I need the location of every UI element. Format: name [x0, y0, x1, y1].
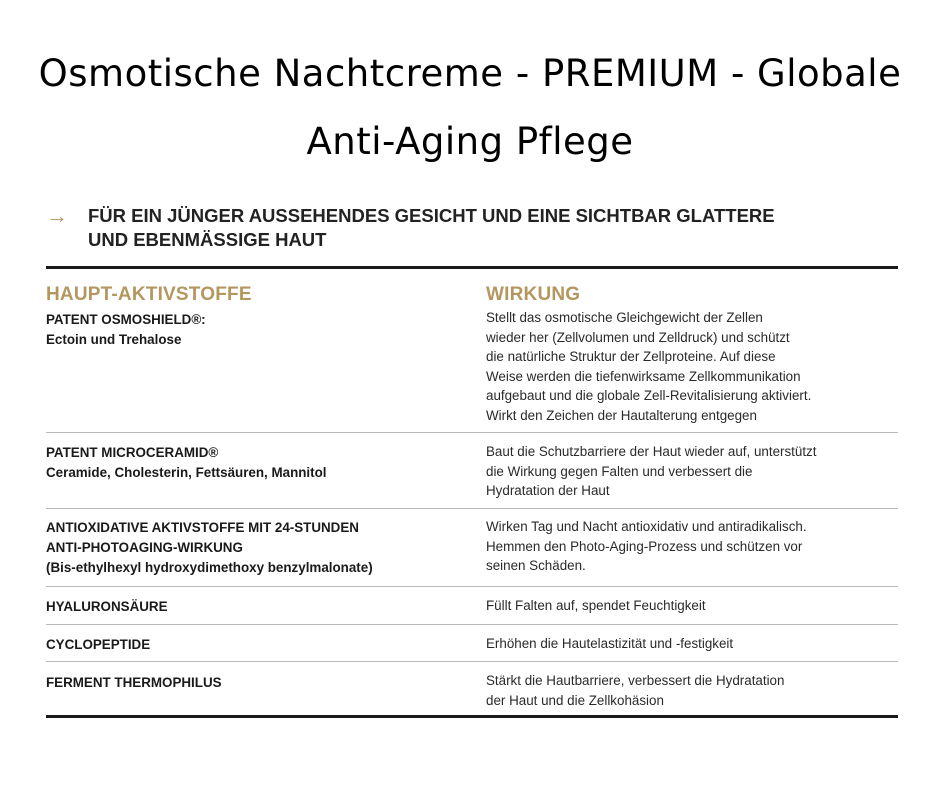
column-header-effect: WIRKUNG	[486, 284, 581, 305]
table-top-rule	[46, 266, 898, 269]
effect-line: wieder her (Zellvolumen und Zelldruck) und schützt	[486, 329, 790, 345]
effect-line: seinen Schäden.	[486, 558, 586, 573]
row-divider	[46, 432, 898, 433]
effect-line: Wirken Tag und Nacht antioxidativ und antiradikalisch.	[486, 519, 807, 534]
ingredient-line: ANTI-PHOTOAGING-WIRKUNG	[46, 540, 243, 555]
tagline-line-1: FÜR EIN JÜNGER AUSSEHENDES GESICHT UND EINE SICHTBAR GLATTERE	[88, 205, 775, 226]
table-row-effect	[486, 634, 896, 654]
row-divider	[46, 508, 898, 509]
row-divider	[46, 661, 898, 662]
ingredient-line: PATENT MICROCERAMID®	[46, 445, 219, 460]
table-row-ingredient	[46, 635, 466, 655]
effect-line: Stellt das osmotische Gleichgewicht der Zellen	[486, 310, 763, 325]
ingredient-line: PATENT OSMOSHIELD®:	[46, 312, 206, 327]
ingredient-line: Ectoin und Trehalose	[46, 332, 182, 347]
arrow-right-icon: →	[46, 203, 68, 228]
ingredient-line: CYCLOPEPTIDE	[46, 637, 151, 652]
table-row-effect	[486, 308, 896, 425]
effect-line: aufgebaut und die globale Zell-Revitalisierung aktiviert.	[486, 388, 812, 403]
ingredient-line: HYALURONSÄURE	[46, 599, 168, 614]
table-row-effect	[486, 596, 896, 616]
table-row-ingredient	[46, 518, 466, 578]
ingredient-line: FERMENT THERMOPHILUS	[46, 675, 222, 690]
table-row-effect	[486, 671, 896, 710]
table-row-effect	[486, 517, 896, 576]
tagline-line-2: UND EBENMÄSSIGE HAUT	[88, 229, 327, 250]
effect-line: die natürliche Struktur der Zellproteine. Auf diese	[486, 349, 776, 364]
ingredient-line: Ceramide, Cholesterin, Fettsäuren, Mannitol	[46, 465, 327, 480]
effect-line: Hemmen den Photo-Aging-Prozess und schützen vor	[486, 538, 803, 554]
effect-line: Füllt Falten auf, spendet Feuchtigkeit	[486, 598, 706, 613]
ingredient-line: (Bis-ethylhexyl hydroxydimethoxy benzylmalonate)	[46, 560, 373, 575]
effect-line: Stärkt die Hautbarriere, verbessert die Hydratation	[486, 673, 785, 688]
table-bottom-rule	[46, 715, 898, 718]
table-row-ingredient	[46, 443, 466, 483]
effect-line: Baut die Schutzbarriere der Haut wieder auf, unterstützt	[486, 444, 817, 459]
tagline	[46, 204, 906, 252]
effect-line: Weise werden die tiefenwirksame Zellkommunikation	[486, 368, 801, 384]
page-title-line-1: Osmotische Nachtcreme - PREMIUM - Globale	[38, 52, 902, 95]
row-divider	[46, 624, 898, 625]
table-row-ingredient	[46, 310, 466, 350]
page-title	[0, 40, 940, 176]
row-divider	[46, 586, 898, 587]
column-header-ingredients: HAUPT-AKTIVSTOFFE	[46, 284, 252, 305]
effect-line: Hydratation der Haut	[486, 483, 610, 498]
ingredient-line: ANTIOXIDATIVE AKTIVSTOFFE MIT 24-STUNDEN	[46, 520, 359, 535]
effect-line: die Wirkung gegen Falten und verbessert die	[486, 463, 753, 479]
effect-line: Wirkt den Zeichen der Hautalterung entgegen	[486, 407, 757, 423]
page-title-line-2: Anti-Aging Pflege	[306, 120, 634, 163]
effect-line: der Haut und die Zellkohäsion	[486, 692, 664, 708]
table-row-ingredient	[46, 597, 466, 617]
effect-line: Erhöhen die Hautelastizität und -festigkeit	[486, 636, 734, 651]
table-row-effect	[486, 442, 896, 501]
table-row-ingredient	[46, 673, 466, 693]
